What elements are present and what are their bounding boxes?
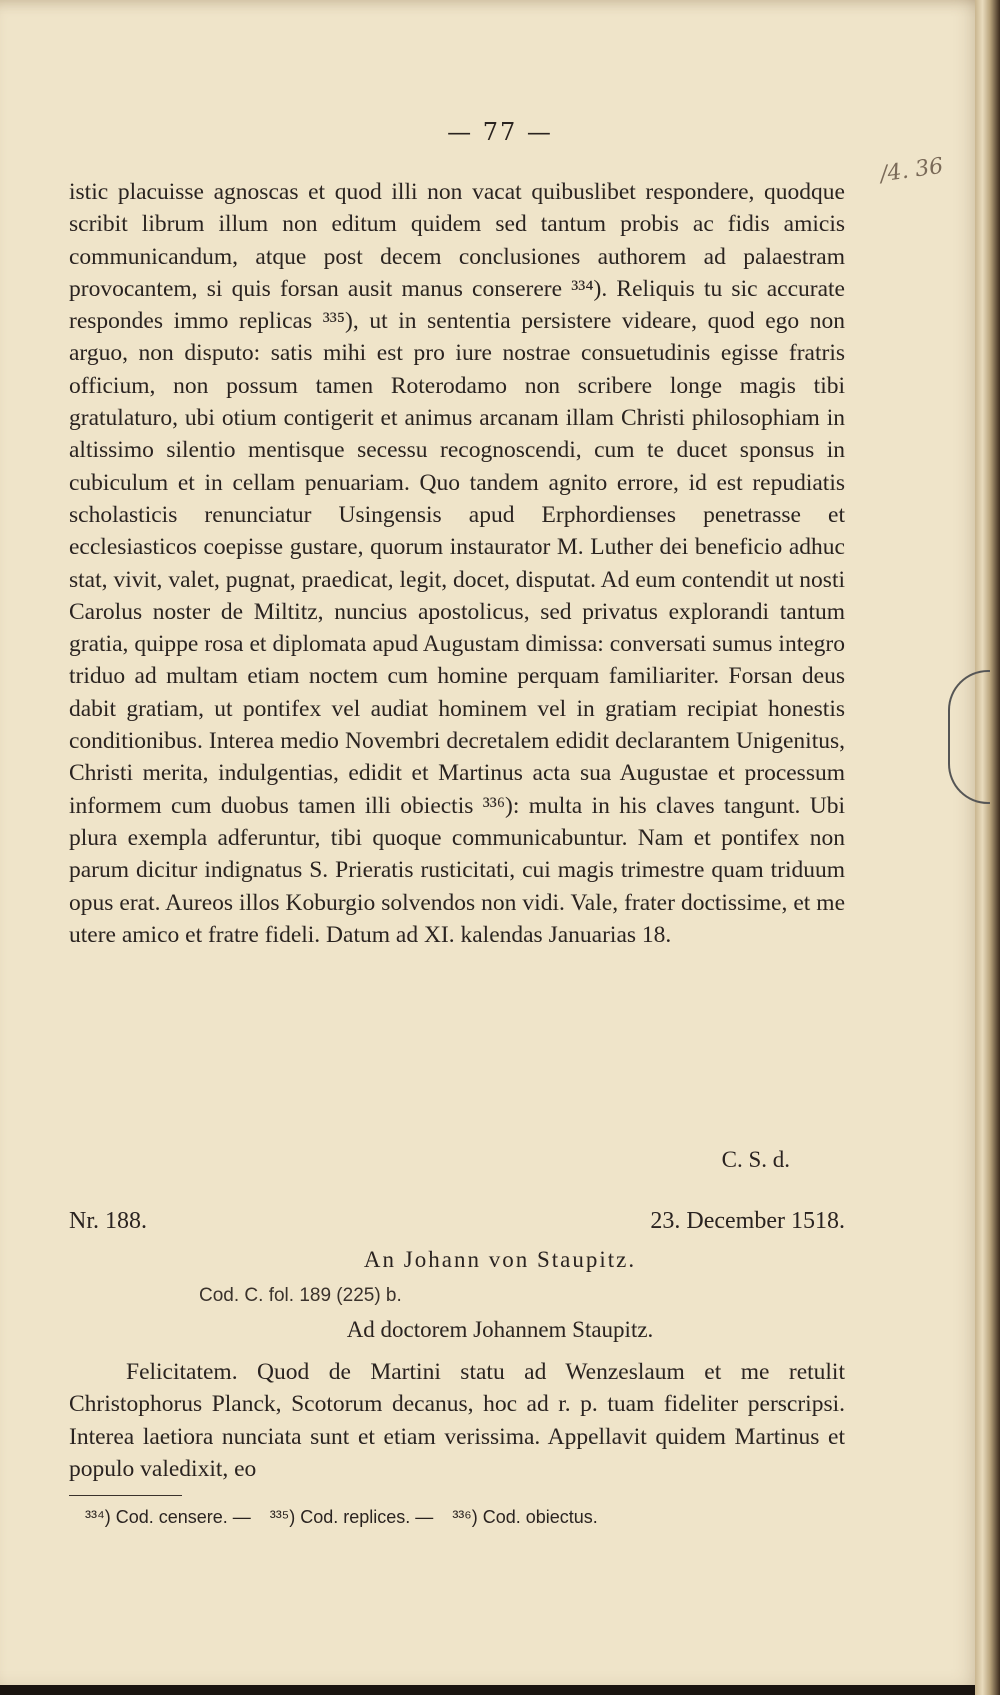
footnotes: [85, 1507, 612, 1528]
letter-paragraph: Felicitatem. Quod de Martini statu ad Wenzeslaum et me retulit Christophorus Planck, Scotorum decanus, hoc ad r. p. tuam fideliter perscripsi. Interea laetiora nunciata sunt et etiam verissima. Appellavit quidem Martinus et populo valedixit, eo: [69, 1359, 845, 1482]
page-edge: [975, 0, 1000, 1695]
signature: C. S. d.: [721, 1147, 790, 1172]
letter-title: Ad doctorem Johannem Staupitz.: [346, 1317, 654, 1342]
body-paragraph: istic placuisse agnoscas et quod illi non vacat quibuslibet respondere, quodque scribit librum illum non editum quidem sed tantum probis ac fidis amicis communicandum, atque post decem conclusiones authorem ad palaestram provocantem, si quis forsan ausit manus conserere ³³⁴). Reliquis tu sic accurate respondes immo replicas ³³⁵), ut in sententia persistere videare, quod ego non arguo, non disputo: satis mihi est pro iure nostrae consuetudinis egisse fratris officium, non possum tamen Roterodamo non scribere longe magis tibi gratulaturo, ubi otium contigerit et animus arcanam illam Christi philosophiam in altissimo silentio mentisque secessu recognoscendi, cum te ducet sponsus in cubiculum et in cellam penuariam. Quo tandem agnito errore, id est repudiatis scholasticis renunciatur Usingensis apud Erphordienses penetrasse et ecclesiasticos coepisse gustare, quorum instaurator M. Luther dei beneficio adhuc stat, vivit, valet, pugnat, praedicat, legit, docet, disputat. Ad eum contendit ut nosti Carolus noster de Miltitz, nuncius apostolicus, sed privatus explorandi tantum gratia, quippe rosa et diplomata apud Augustam dimissa: conversati sumus integro triduo ad multam etiam noctem cum homine perquam familiariter. Forsan deus dabit gratiam, ut pontifex vel audiat hominem vel in gratiam recipiat honestis conditionibus. Interea medio Novembri decretalem edidit declarantem Unigenitus, Christi merita, indulgentias, edidit et Martinus acta sua Augustae et processum informem cum duobus tamen illi obiectis ³³⁶): multa in his claves tangunt. Ubi plura exempla adferuntur, tibi quoque communicabuntur. Nam et pontifex non parum dicitur indignatus S. Prieratis rusticitati, cui magis trimestre quam triduum opus erat. Aureos illos Koburgio solvendos non vidi. Vale, frater doctissime, et me utere amico et fratre fideli. Datum ad XI. kalendas Januarias 18.: [69, 179, 845, 948]
codex-reference: Cod. C. fol. 189 (225) b.: [199, 1285, 402, 1306]
main-text: [69, 176, 845, 951]
letter-body: [69, 1356, 845, 1485]
footnote: ³³⁵) Cod. replices. —: [269, 1507, 434, 1527]
letter-date: 23. December 1518.: [650, 1208, 845, 1234]
footnote-divider: [69, 1495, 182, 1496]
footnote: ³³⁶) Cod. obiectus.: [452, 1507, 598, 1527]
clip-mark: [948, 670, 990, 804]
letter-addressee: An Johann von Staupitz.: [363, 1247, 637, 1272]
footnote: ³³⁴) Cod. censere. —: [85, 1507, 251, 1527]
margin-note: /4. 36: [878, 153, 945, 188]
page-number: — 77 —: [447, 118, 553, 146]
letter-number: Nr. 188.: [69, 1208, 147, 1234]
